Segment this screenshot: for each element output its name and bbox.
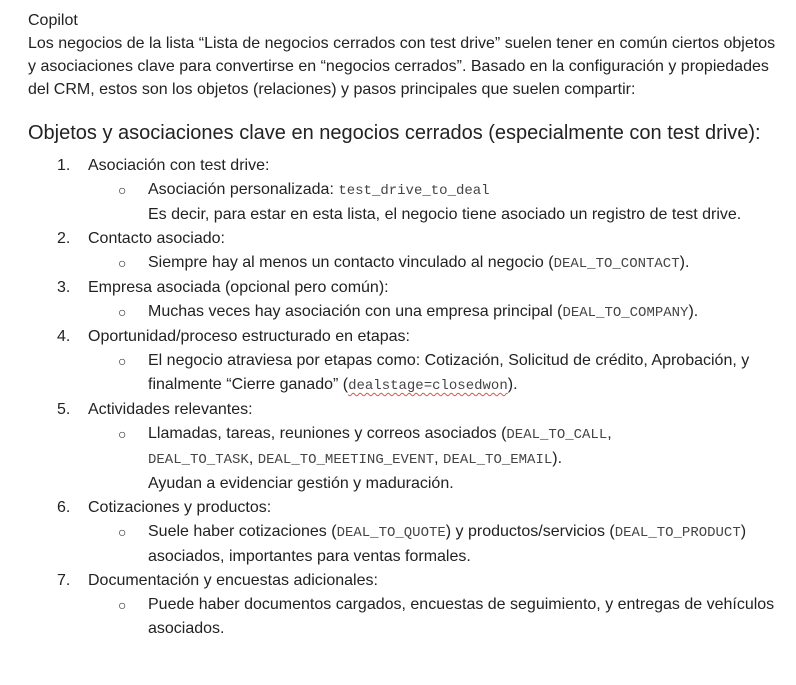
sub-item-text: ) y productos/servicios (	[445, 523, 615, 540]
sub-list	[88, 520, 788, 569]
sub-list-item	[88, 349, 778, 398]
sub-item-text: ).	[688, 303, 699, 320]
code-association: DEAL_TO_PRODUCT	[614, 525, 741, 541]
sub-item-text: ).	[552, 450, 563, 467]
hollow-bullet-icon: ○	[118, 597, 127, 613]
sub-list-item	[88, 520, 778, 569]
sub-item-text: ).	[507, 376, 518, 393]
code-association: DEAL_TO_TASK	[148, 452, 249, 468]
list-item-title: Oportunidad/proceso estructurado en etapas:	[88, 328, 410, 345]
sub-list-item	[88, 251, 778, 276]
list-item-title: Documentación y encuestas adicionales:	[88, 572, 378, 589]
sub-item-text: Es decir, para estar en esta lista, el negocio tiene asociado un registro de test drive.	[148, 206, 742, 223]
list-item	[28, 496, 788, 569]
code-association: DEAL_TO_COMPANY	[562, 305, 689, 321]
sender-name: Copilot	[28, 12, 78, 29]
list-item	[28, 569, 788, 641]
sub-item-text: Ayudan a evidenciar gestión y maduración.	[148, 475, 454, 492]
list-item	[28, 398, 788, 496]
sub-list	[88, 593, 788, 641]
list-number: 5.	[57, 401, 71, 418]
hollow-bullet-icon: ○	[118, 255, 127, 271]
list-item-title: Actividades relevantes:	[88, 401, 253, 418]
sub-list	[88, 422, 788, 496]
list-item-title: Empresa asociada (opcional pero común):	[88, 279, 389, 296]
list-item-title: Asociación con test drive:	[88, 157, 270, 174]
code-association: DEAL_TO_MEETING_EVENT	[257, 452, 435, 468]
hollow-bullet-icon: ○	[118, 304, 127, 320]
sub-item-text: ).	[679, 254, 690, 271]
sub-list	[88, 251, 788, 276]
list-item-title: Cotizaciones y productos:	[88, 499, 272, 516]
sub-item-text: ) asociados, importantes para ventas formales.	[148, 523, 747, 565]
list-number: 7.	[57, 572, 71, 589]
sub-item-text: Llamadas, tareas, reuniones y correos asociados (	[148, 425, 507, 442]
sub-item-text: Suele haber cotizaciones (	[148, 523, 337, 540]
hollow-bullet-icon: ○	[118, 353, 127, 369]
list-item	[28, 227, 788, 276]
code-association: DEAL_TO_CONTACT	[553, 256, 680, 272]
sub-list-item	[88, 593, 778, 641]
code-association: DEAL_TO_QUOTE	[336, 525, 446, 541]
section-heading: Objetos y asociaciones clave en negocios cerrados (especialmente con test drive):	[28, 122, 761, 144]
code-association: DEAL_TO_CALL	[506, 427, 608, 443]
sub-list-item	[88, 422, 778, 496]
hollow-bullet-icon: ○	[118, 426, 127, 442]
key-objects-list	[28, 154, 788, 641]
list-item-title: Contacto asociado:	[88, 230, 225, 247]
intro-paragraph: Los negocios de la lista “Lista de negocios cerrados con test drive” suelen tener en común ciertos objetos y asociaciones clave para convertirse en “negocios cerrados”. Basado en la configuración y propiedades del CRM, estos son los objetos (relaciones) y pasos principales que suelen compartir:	[28, 35, 776, 98]
separator-text: ,	[248, 450, 258, 467]
list-item	[28, 325, 788, 398]
sub-item-text: Siempre hay al menos un contacto vinculado al negocio (	[148, 254, 554, 271]
list-number: 6.	[57, 499, 71, 516]
sub-item-text: El negocio atraviesa por etapas como: Cotización, Solicitud de crédito, Aprobación, y finalmente “Cierre ganado” (	[148, 352, 750, 393]
hollow-bullet-icon: ○	[118, 182, 127, 198]
sub-list	[88, 178, 788, 227]
list-number: 3.	[57, 279, 71, 296]
separator-text: ,	[434, 450, 444, 467]
code-association: DEAL_TO_EMAIL	[443, 452, 553, 468]
sub-item-text: Puede haber documentos cargados, encuestas de seguimiento, y entregas de vehículos asociados.	[148, 596, 775, 637]
list-item	[28, 276, 788, 325]
separator-text: ,	[607, 425, 612, 442]
list-number: 1.	[57, 157, 71, 174]
code-association: test_drive_to_deal	[338, 183, 490, 199]
copilot-message	[28, 9, 788, 641]
sub-item-text: Asociación personalizada:	[148, 181, 339, 198]
sub-list-item	[88, 178, 778, 227]
hollow-bullet-icon: ○	[118, 524, 127, 540]
list-item	[28, 154, 788, 227]
list-number: 2.	[57, 230, 71, 247]
list-number: 4.	[57, 328, 71, 345]
sub-list	[88, 349, 788, 398]
sub-list	[88, 300, 788, 325]
sub-list-item	[88, 300, 778, 325]
sub-item-text: Muchas veces hay asociación con una empresa principal (	[148, 303, 563, 320]
code-dealstage: dealstage=closedwon	[348, 378, 508, 394]
